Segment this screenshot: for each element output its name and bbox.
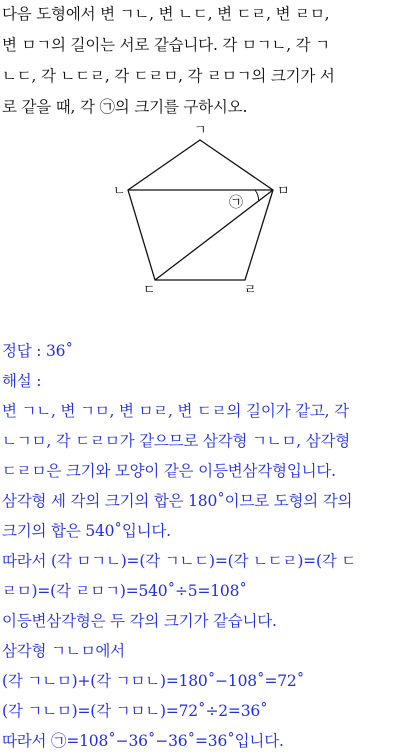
- pentagon-figure: [0, 120, 400, 300]
- explanation-line-4: 삼각형 세 각의 크기의 합은 180˚이므로 도형의 각의: [2, 492, 353, 510]
- question-line-3: ㄴㄷ, 각 ㄴㄷㄹ, 각 ㄷㄹㅁ, 각 ㄹㅁㄱ의 크기가 서: [2, 67, 335, 85]
- explanation-line-7: ㄹㅁ)=(각 ㄹㅁㄱ)=540˚÷5=108˚: [2, 582, 247, 600]
- explanation-line-8: 이등변삼각형은 두 각의 크기가 같습니다.: [2, 612, 277, 630]
- answer-label: 정답 : 36˚: [2, 342, 73, 360]
- pentagon-outline: [128, 140, 273, 280]
- question-line-2: 변 ㅁㄱ의 길이는 서로 같습니다. 각 ㅁㄱㄴ, 각 ㄱ: [2, 36, 330, 54]
- angle-arc: [255, 190, 259, 201]
- question-line-1: 다음 도형에서 변 ㄱㄴ, 변 ㄴㄷ, 변 ㄷㄹ, 변 ㄹㅁ,: [2, 5, 330, 23]
- vertex-label-top: ㄱ: [194, 123, 207, 138]
- explanation-line-6: 따라서 (각 ㅁㄱㄴ)=(각 ㄱㄴㄷ)=(각 ㄴㄷㄹ)=(각 ㄷ: [2, 552, 357, 570]
- question-line-4: 로 같을 때, 각 ㉠의 크기를 구하시오.: [2, 98, 248, 116]
- explanation-line-1: 변 ㄱㄴ, 변 ㄱㅁ, 변 ㅁㄹ, 변 ㄷㄹ의 길이가 같고, 각: [2, 402, 349, 420]
- explanation-line-11: (각 ㄱㄴㅁ)=(각 ㄱㅁㄴ)=72˚÷2=36˚: [2, 702, 268, 720]
- vertex-label-bottom-right: ㄹ: [244, 283, 257, 298]
- pentagon-diagram: [0, 120, 400, 300]
- explanation-title: 해설 :: [2, 372, 42, 390]
- explanation-line-10: (각 ㄱㄴㅁ)+(각 ㄱㅁㄴ)=180˚−108˚=72˚: [2, 672, 305, 690]
- explanation-line-12: 따라서 ㉠=108˚−36˚−36˚=36˚입니다.: [2, 732, 284, 750]
- angle-mark-label: ㉠: [229, 195, 243, 211]
- explanation-line-2: ㄴㄱㅁ, 각 ㄷㄹㅁ가 같으므로 삼각형 ㄱㄴㅁ, 삼각형: [2, 432, 351, 450]
- explanation-line-9: 삼각형 ㄱㄴㅁ에서: [2, 642, 125, 660]
- explanation-line-3: ㄷㄹㅁ은 크기와 모양이 같은 이등변삼각형입니다.: [2, 462, 336, 480]
- vertex-label-left: ㄴ: [113, 184, 126, 199]
- vertex-label-bottom-left: ㄷ: [143, 283, 156, 298]
- explanation-line-5: 크기의 합은 540˚입니다.: [2, 522, 171, 540]
- diagonal-bottomleft-right: [155, 190, 273, 280]
- vertex-label-right: ㅁ: [277, 184, 290, 199]
